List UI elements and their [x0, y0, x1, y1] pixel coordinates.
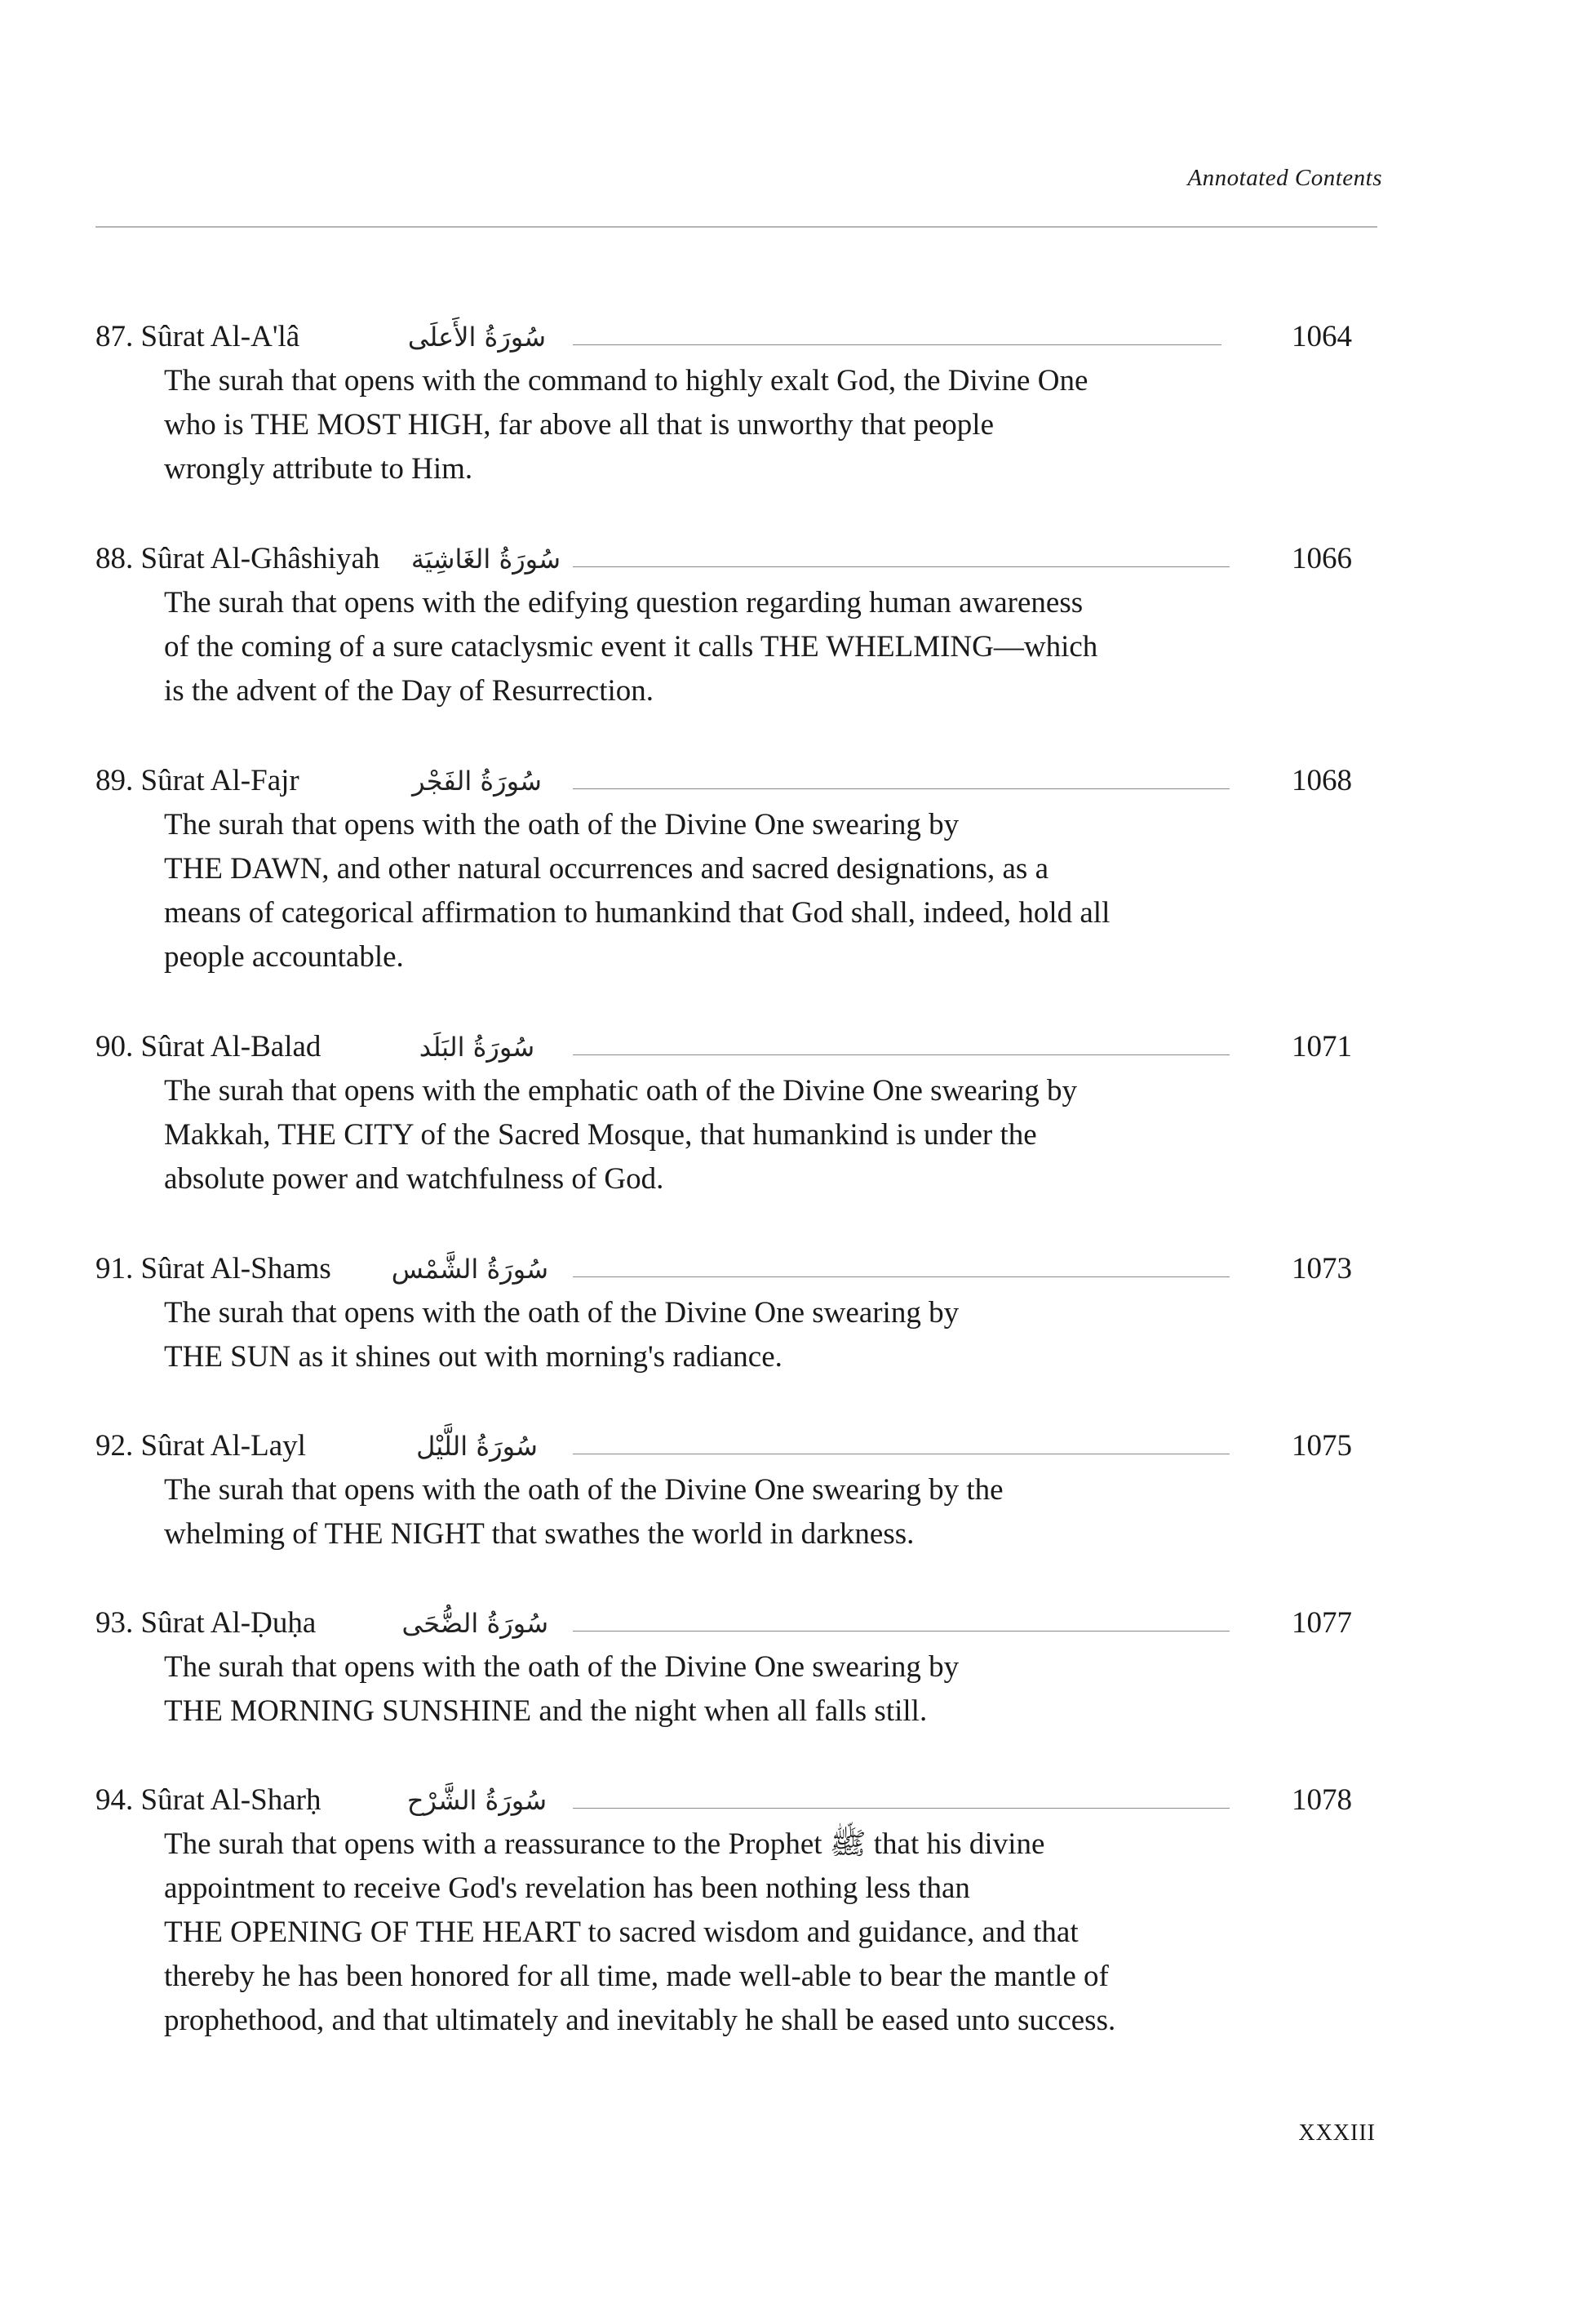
page-folio: XXXIII: [1298, 2120, 1376, 2146]
dot-leader: [573, 344, 1221, 345]
description-line: The surah that opens with the oath of the Divine One swearing by: [164, 808, 960, 841]
arabic-surah-name: سُورَةُ البَلَد: [419, 1032, 535, 1063]
dot-leader: [573, 1054, 1230, 1055]
description-line: The surah that opens with the oath of the Divine One swearing by the: [164, 1473, 1004, 1507]
entry-heading: [95, 1247, 1352, 1291]
entry-heading: [95, 1778, 1352, 1822]
entry-description: [164, 1069, 1339, 1201]
header-rule: [95, 226, 1377, 228]
entry-heading: [95, 315, 1352, 359]
description-line: thereby he has been honored for all time, made well-able to bear the mantle of: [164, 1960, 1109, 1993]
description-line: The surah that opens with the oath of the Divine One swearing by: [164, 1650, 960, 1684]
description-line: wrongly attribute to Him.: [164, 452, 473, 486]
page-number: 1066: [1292, 542, 1352, 575]
description-line: The surah that opens with a reassurance to the Prophet ﷺ that his divine: [164, 1827, 1045, 1861]
entry-title: 93. Sûrat Al-Ḍuḥa: [95, 1606, 317, 1640]
entry-title: 88. Sûrat Al-Ghâshiyah: [95, 542, 380, 575]
description-line: The surah that opens with the emphatic oath of the Divine One swearing by: [164, 1074, 1077, 1108]
entry-heading: [95, 1601, 1352, 1645]
page-number: 1075: [1292, 1429, 1352, 1463]
arabic-surah-name: سُورَةُ الفَجْر: [412, 766, 542, 797]
description-line: of the coming of a sure cataclysmic event it calls THE WHELMING—which: [164, 630, 1098, 664]
entry-description: [164, 1645, 1339, 1734]
entry-title: 92. Sûrat Al-Layl: [95, 1429, 306, 1463]
entry-description: [164, 581, 1339, 713]
entry-title: 90. Sûrat Al-Balad: [95, 1030, 321, 1063]
toc-entry: [95, 759, 1352, 979]
entry-heading: [95, 1424, 1352, 1468]
arabic-surah-name: سُورَةُ الضُّحَى: [401, 1608, 548, 1639]
page-number: 1073: [1292, 1252, 1352, 1285]
description-line: The surah that opens with the edifying question regarding human awareness: [164, 586, 1084, 619]
toc-entry: [95, 1778, 1352, 2043]
dot-leader: [573, 1808, 1230, 1809]
entry-description: [164, 803, 1339, 979]
toc-entry: [95, 1424, 1352, 1556]
dot-leader: [573, 1631, 1230, 1632]
description-line: is the advent of the Day of Resurrection.: [164, 674, 654, 708]
page-number: 1064: [1292, 320, 1352, 353]
entry-heading: [95, 759, 1352, 803]
description-line: The surah that opens with the oath of the Divine One swearing by: [164, 1296, 960, 1330]
toc-entry: [95, 315, 1352, 491]
toc-entry: [95, 1601, 1352, 1734]
description-line: Makkah, THE CITY of the Sacred Mosque, that humankind is under the: [164, 1118, 1037, 1152]
description-line: appointment to receive God's revelation has been nothing less than: [164, 1871, 970, 1905]
arabic-surah-name: سُورَةُ اللَّيْل: [416, 1431, 538, 1462]
entry-title: 87. Sûrat Al-A'lâ: [95, 320, 300, 353]
entry-description: [164, 1468, 1339, 1556]
page-number: 1078: [1292, 1783, 1352, 1817]
arabic-surah-name: سُورَةُ الشَّمْس: [391, 1254, 548, 1285]
dot-leader: [573, 788, 1230, 789]
page-number: 1068: [1292, 764, 1352, 797]
description-line: THE OPENING OF THE HEART to sacred wisdom and guidance, and that: [164, 1916, 1079, 1949]
entry-heading: [95, 537, 1352, 581]
entry-heading: [95, 1025, 1352, 1069]
arabic-surah-name: سُورَةُ الغَاشِيَة: [410, 544, 561, 575]
dot-leader: [573, 566, 1230, 567]
description-line: prophethood, and that ultimately and inevitably he shall be eased unto success.: [164, 2004, 1116, 2037]
entry-title: 94. Sûrat Al-Sharḥ: [95, 1783, 321, 1817]
description-line: The surah that opens with the command to highly exalt God, the Divine One: [164, 364, 1088, 397]
description-line: who is THE MOST HIGH, far above all that is unworthy that people: [164, 408, 994, 442]
toc-entry: [95, 1025, 1352, 1201]
toc-entry: [95, 537, 1352, 713]
description-line: absolute power and watchfulness of God.: [164, 1162, 664, 1196]
description-line: THE SUN as it shines out with morning's radiance.: [164, 1340, 782, 1374]
entry-title: 91. Sûrat Al-Shams: [95, 1252, 331, 1285]
page-number: 1071: [1292, 1030, 1352, 1063]
entry-title: 89. Sûrat Al-Fajr: [95, 764, 299, 797]
toc-entry: [95, 1247, 1352, 1379]
arabic-surah-name: سُورَةُ الشَّرْح: [406, 1785, 548, 1816]
description-line: whelming of THE NIGHT that swathes the world in darkness.: [164, 1517, 915, 1551]
entry-description: [164, 1291, 1339, 1379]
description-line: THE MORNING SUNSHINE and the night when all falls still.: [164, 1694, 928, 1728]
description-line: THE DAWN, and other natural occurrences and sacred designations, as a: [164, 852, 1049, 886]
entry-description: [164, 1822, 1339, 2043]
arabic-surah-name: سُورَةُ الأَعلَى: [407, 322, 547, 353]
dot-leader: [573, 1276, 1230, 1277]
description-line: people accountable.: [164, 940, 404, 974]
page-number: 1077: [1292, 1606, 1352, 1640]
entry-description: [164, 359, 1339, 491]
description-line: means of categorical affirmation to humankind that God shall, indeed, hold all: [164, 896, 1111, 930]
running-header: Annotated Contents: [1187, 165, 1382, 191]
